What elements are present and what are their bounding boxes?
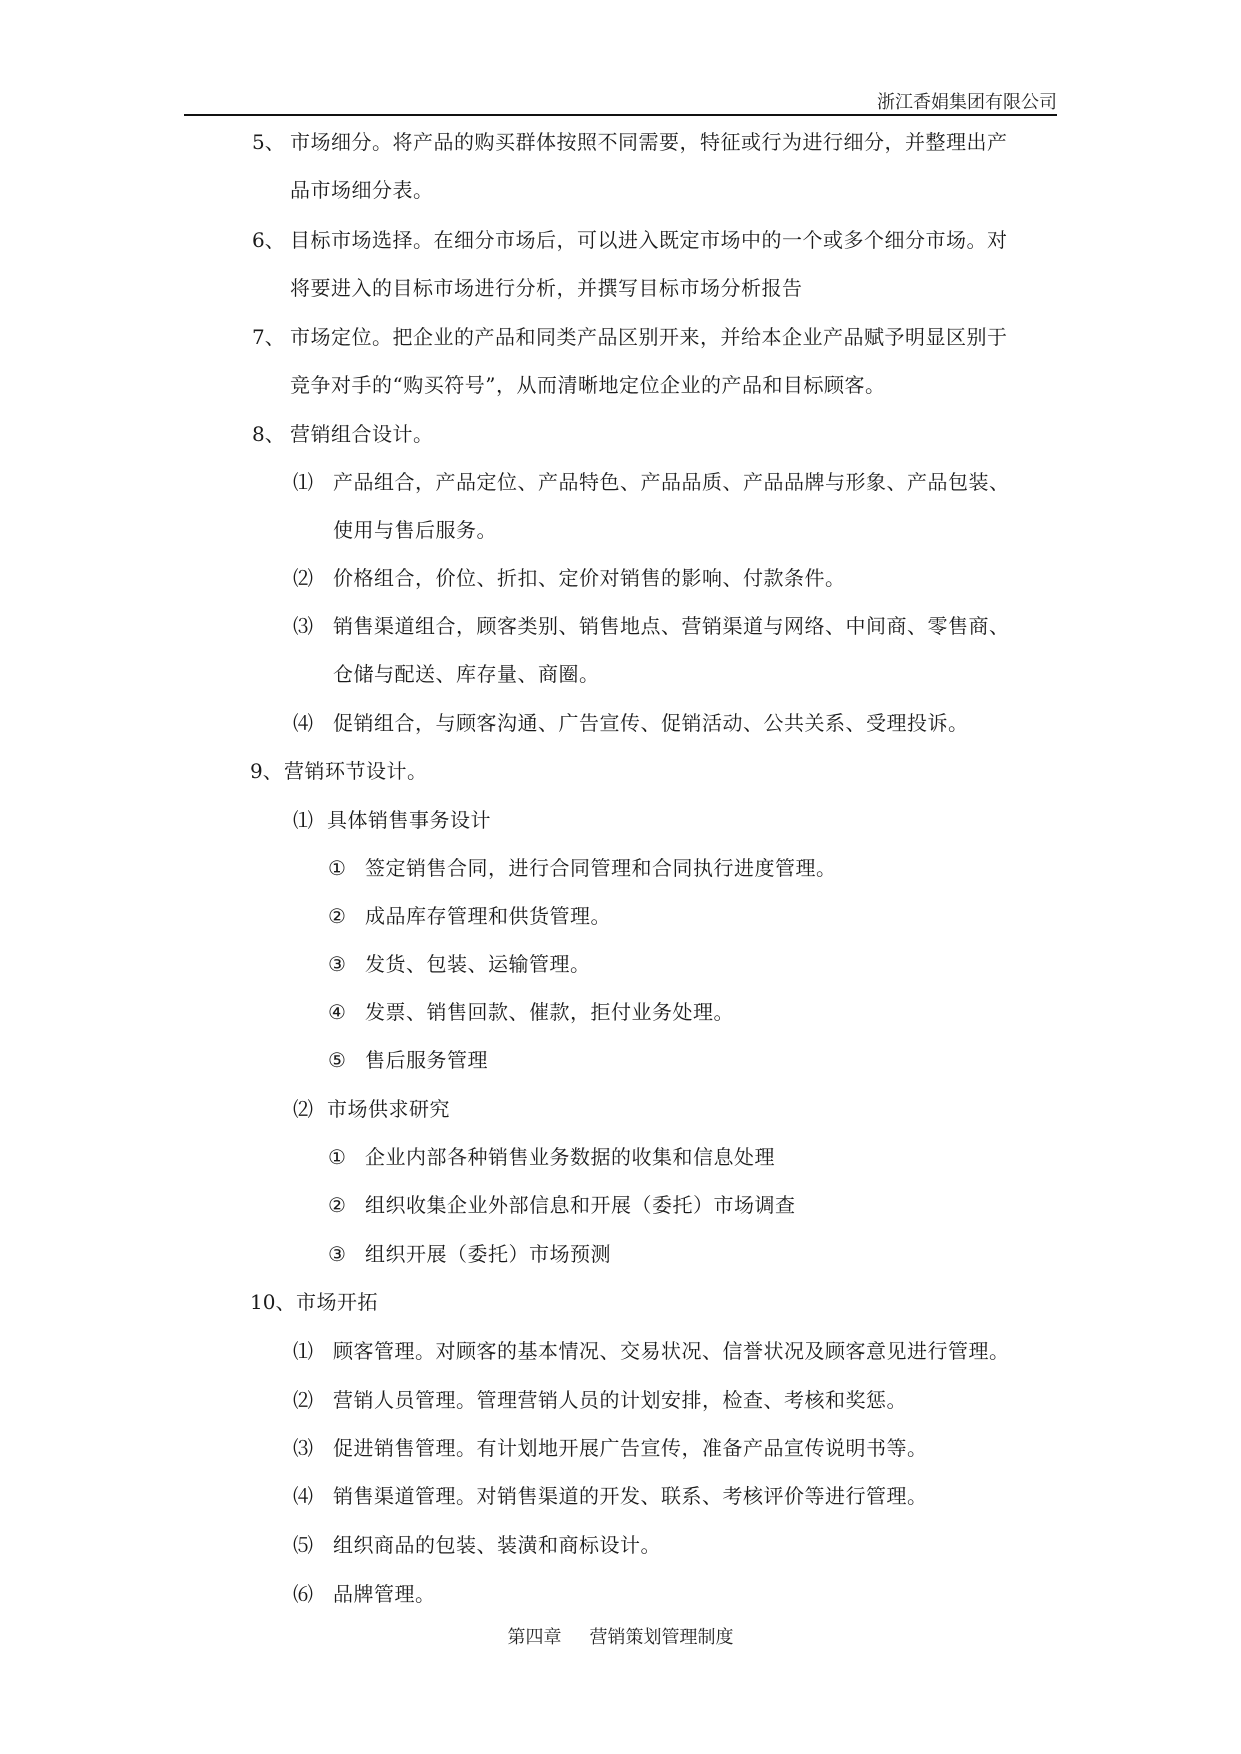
item-text: 营销环节设计。 bbox=[284, 759, 428, 783]
page-footer bbox=[0, 1623, 1241, 1649]
sub-item-number: ⑵ bbox=[293, 566, 313, 590]
sub-item-text: 仓储与配送、库存量、商圈。 bbox=[333, 662, 600, 686]
sub-item-text: 品牌管理。 bbox=[333, 1582, 436, 1606]
detail-text: 成品库存管理和供货管理。 bbox=[365, 904, 611, 928]
detail-text: 企业内部各种销售业务数据的收集和信息处理 bbox=[365, 1145, 775, 1169]
item-number: 7、 bbox=[252, 325, 285, 349]
sub-item-number: ⑹ bbox=[293, 1582, 313, 1606]
item-text: 竞争对手的“购买符号”，从而清晰地定位企业的产品和目标顾客。 bbox=[290, 373, 886, 397]
sub-item-text: 销售渠道组合，顾客类别、销售地点、营销渠道与网络、中间商、零售商、 bbox=[333, 614, 1010, 638]
footer-chapter: 第四章 bbox=[507, 1627, 562, 1648]
sub-item-text: 具体销售事务设计 bbox=[327, 808, 491, 832]
header-divider bbox=[184, 114, 1057, 116]
detail-text: 组织收集企业外部信息和开展（委托）市场调查 bbox=[365, 1193, 796, 1217]
sub-item-number: ⑶ bbox=[293, 1436, 313, 1460]
item-text: 目标市场选择。在细分市场后，可以进入既定市场中的一个或多个细分市场。对 bbox=[290, 228, 1008, 252]
sub-item-text: 营销人员管理。管理营销人员的计划安排，检查、考核和奖惩。 bbox=[333, 1388, 907, 1412]
detail-text: 发货、包装、运输管理。 bbox=[365, 952, 591, 976]
item-number: 10、 bbox=[250, 1290, 296, 1314]
sub-item-number: ⑵ bbox=[293, 1097, 313, 1121]
item-number: 9、 bbox=[250, 759, 283, 783]
item-text: 营销组合设计。 bbox=[290, 422, 434, 446]
sub-item-number: ⑷ bbox=[293, 711, 313, 735]
item-number: 6、 bbox=[252, 228, 285, 252]
circled-number: ④ bbox=[328, 1000, 346, 1024]
item-text: 市场定位。把企业的产品和同类产品区别开来，并给本企业产品赋予明显区别于 bbox=[290, 325, 1008, 349]
sub-item-number: ⑶ bbox=[293, 614, 313, 638]
circled-number: ⑤ bbox=[328, 1048, 346, 1072]
sub-item-number: ⑷ bbox=[293, 1484, 313, 1508]
circled-number: ③ bbox=[328, 1242, 346, 1266]
sub-item-number: ⑸ bbox=[293, 1533, 313, 1557]
detail-text: 签定销售合同，进行合同管理和合同执行进度管理。 bbox=[365, 856, 837, 880]
circled-number: ② bbox=[328, 904, 346, 928]
sub-item-text: 销售渠道管理。对销售渠道的开发、联系、考核评价等进行管理。 bbox=[333, 1484, 928, 1508]
sub-item-text: 组织商品的包装、装潢和商标设计。 bbox=[333, 1533, 661, 1557]
sub-item-number: ⑴ bbox=[293, 1339, 313, 1363]
detail-text: 售后服务管理 bbox=[365, 1048, 488, 1072]
sub-item-text: 促进销售管理。有计划地开展广告宣传，准备产品宣传说明书等。 bbox=[333, 1436, 928, 1460]
circled-number: ③ bbox=[328, 952, 346, 976]
detail-text: 组织开展（委托）市场预测 bbox=[365, 1242, 611, 1266]
item-number: 5、 bbox=[252, 130, 285, 154]
sub-item-text: 产品组合，产品定位、产品特色、产品品质、产品品牌与形象、产品包装、 bbox=[333, 470, 1010, 494]
item-text: 品市场细分表。 bbox=[290, 178, 434, 202]
circled-number: ① bbox=[328, 856, 346, 880]
sub-item-text: 市场供求研究 bbox=[327, 1097, 450, 1121]
sub-item-text: 价格组合，价位、折扣、定价对销售的影响、付款条件。 bbox=[333, 566, 846, 590]
circled-number: ① bbox=[328, 1145, 346, 1169]
sub-item-number: ⑵ bbox=[293, 1388, 313, 1412]
sub-item-number: ⑴ bbox=[293, 808, 313, 832]
footer-title: 营销策划管理制度 bbox=[589, 1627, 734, 1648]
item-text: 市场细分。将产品的购买群体按照不同需要，特征或行为进行细分，并整理出产 bbox=[290, 130, 1008, 154]
sub-item-text: 使用与售后服务。 bbox=[333, 518, 497, 542]
item-text: 将要进入的目标市场进行分析，并撰写目标市场分析报告 bbox=[290, 276, 803, 300]
sub-item-text: 顾客管理。对顾客的基本情况、交易状况、信誉状况及顾客意见进行管理。 bbox=[333, 1339, 1010, 1363]
item-number: 8、 bbox=[252, 422, 285, 446]
item-text: 市场开拓 bbox=[296, 1290, 378, 1314]
sub-item-text: 促销组合，与顾客沟通、广告宣传、促销活动、公共关系、受理投诉。 bbox=[333, 711, 969, 735]
detail-text: 发票、销售回款、催款，拒付业务处理。 bbox=[365, 1000, 734, 1024]
circled-number: ② bbox=[328, 1193, 346, 1217]
sub-item-number: ⑴ bbox=[293, 470, 313, 494]
page-header-company: 浙江香娟集团有限公司 bbox=[877, 92, 1057, 113]
